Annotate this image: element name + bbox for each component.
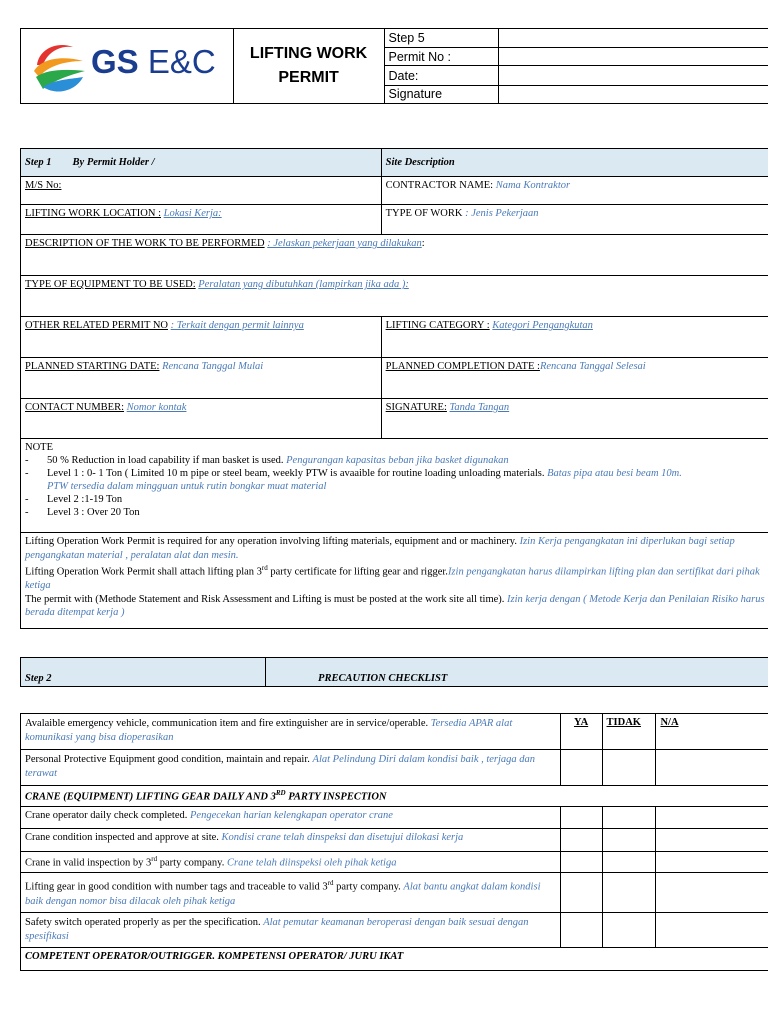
ppe-tidak-checkbox[interactable]: [602, 750, 656, 786]
step2-header: [20, 657, 768, 687]
operator-check-na-checkbox[interactable]: [656, 807, 768, 829]
crane-inspection-tidak-checkbox[interactable]: [602, 852, 656, 873]
gs-logo-icon: [29, 37, 89, 97]
checklist-row-crane-condition: Crane condition inspected and approve at site. Kondisi crane telah dinspeksi dan disetujui dilokasi kerja: [21, 829, 561, 852]
header-step: Step 5: [384, 29, 499, 48]
col-tidak-header: TIDAK: [602, 714, 656, 750]
other-permit-field[interactable]: OTHER RELATED PERMIT NO : Terkait dengan permit lainnya: [21, 317, 382, 358]
crane-inspection-ya-checkbox[interactable]: [560, 852, 602, 873]
equipment-type-field[interactable]: TYPE OF EQUIPMENT TO BE USED: Peralatan yang dibutuhkan (lampirkan jika ada ):: [21, 276, 768, 317]
contractor-name-field[interactable]: CONTRACTOR NAME: Nama Kontraktor: [381, 177, 768, 205]
operator-check-tidak-checkbox[interactable]: [602, 807, 656, 829]
precaution-checklist: [20, 713, 768, 971]
ppe-na-checkbox[interactable]: [656, 750, 768, 786]
logo-wordmark: GS E&C: [91, 43, 216, 80]
planned-completion-date-field[interactable]: PLANNED COMPLETION DATE :Rencana Tanggal Selesai: [381, 358, 768, 399]
col-na-header: N/A: [656, 714, 768, 750]
lifting-category-field[interactable]: LIFTING CATEGORY : Kategori Pengangkutan: [381, 317, 768, 358]
safety-switch-na-checkbox[interactable]: [656, 912, 768, 947]
checklist-row-safety-switch: Safety switch operated properly as per the specification. Alat pemutar keamanan beroperasi dengan baik sesuai dengan spesifikasi: [21, 912, 561, 947]
date-field[interactable]: [499, 66, 768, 85]
checklist-row-lifting-gear: Lifting gear in good condition with number tags and traceable to valid 3rd party company. Alat bantu angkat dalam kondisi baik dengan nomor bisa dilacak oleh pihak ketiga: [21, 873, 561, 913]
planned-start-date-field[interactable]: PLANNED STARTING DATE: Rencana Tanggal Mulai: [21, 358, 382, 399]
lifting-gear-na-checkbox[interactable]: [656, 873, 768, 913]
crane-inspection-na-checkbox[interactable]: [656, 852, 768, 873]
checklist-row-emergency: Avalaible emergency vehicle, communication item and fire extinguisher are in service/operable. Tersedia APAR alat komunikasi yang bisa dioperasikan: [21, 714, 561, 750]
crane-condition-na-checkbox[interactable]: [656, 829, 768, 852]
ppe-ya-checkbox[interactable]: [560, 750, 602, 786]
header-date: Date:: [384, 66, 499, 85]
step1-header: Step 1 By Permit Holder /: [21, 149, 382, 177]
section-crane-inspection: CRANE (EQUIPMENT) LIFTING GEAR DAILY AND 3RD PARTY INSPECTION: [21, 786, 768, 807]
header-signature: Signature: [384, 85, 499, 103]
header-permit-no: Permit No :: [384, 48, 499, 66]
signature-field[interactable]: [499, 85, 768, 103]
note-box: NOTE - 50 % Reduction in load capability if man basket is used. Pengurangan kapasitas beban jika basket digunakan - Level 1 : 0- 1 Ton ( Limited 10 m pipe or steel beam, weekly PTW is avaaible for routine loading unloading materials. Batas pipa atau besi beam 10m. PTW tersedia dalam mingguan untuk rutin bongkar muat material - Level 2 :1-19 Ton - Level 3 : Over 20 Ton: [21, 439, 768, 533]
lifting-gear-tidak-checkbox[interactable]: [602, 873, 656, 913]
checklist-row-ppe: Personal Protective Equipment good condition, maintain and repair. Alat Pelindung Diri dalam kondisi baik , terjaga dan terawat: [21, 750, 561, 786]
crane-condition-tidak-checkbox[interactable]: [602, 829, 656, 852]
checklist-row-crane-inspection: Crane in valid inspection by 3rd party company. Crane telah diinspeksi oleh pihak ketiga: [21, 852, 561, 873]
checklist-title: PRECAUTION CHECKLIST: [266, 658, 768, 687]
operator-check-ya-checkbox[interactable]: [560, 807, 602, 829]
safety-switch-tidak-checkbox[interactable]: [602, 912, 656, 947]
work-description-field[interactable]: DESCRIPTION OF THE WORK TO BE PERFORMED : Jelaskan pekerjaan yang dilakukan:: [21, 235, 768, 276]
step2-label: Step 2: [21, 658, 266, 687]
signature-step1-field[interactable]: SIGNATURE: Tanda Tangan: [381, 399, 768, 439]
safety-switch-ya-checkbox[interactable]: [560, 912, 602, 947]
permit-requirements-text: Lifting Operation Work Permit is required for any operation involving lifting materials, equipment and or machinery. Izin Kerja pengangkatan ini diperlukan bagi setiap pengangkatan material , peralatan alat dan mesin. Lifting Operation Work Permit shall attach lifting plan 3rd party certificate for lifting gear and rigger.Izin pengangkatan harus dilampirkan lifting plan dan sertifikat dari pihak ketiga The permit with (Methode Statement and Risk Assessment and Lifting is must be posted at the work site all time). Izin kerja dengan ( Metode Kerja dan Penilaian Risiko harus berada ditempat kerja ): [21, 533, 768, 629]
permit-title: LIFTING WORK PERMIT: [233, 29, 384, 104]
permit-header: [20, 28, 768, 104]
logo-cell: [21, 29, 234, 104]
step1-table: [20, 148, 768, 629]
header-step-value[interactable]: [499, 29, 768, 48]
ms-no-field[interactable]: M/S No:: [21, 177, 382, 205]
checklist-row-operator-check: Crane operator daily check completed. Pengecekan harian kelengkapan operator crane: [21, 807, 561, 829]
contact-number-field[interactable]: CONTACT NUMBER: Nomor kontak: [21, 399, 382, 439]
crane-condition-ya-checkbox[interactable]: [560, 829, 602, 852]
site-description-header: Site Description: [381, 149, 768, 177]
lifting-location-field[interactable]: LIFTING WORK LOCATION : Lokasi Kerja:: [21, 205, 382, 235]
lifting-gear-ya-checkbox[interactable]: [560, 873, 602, 913]
section-competent-operator: COMPETENT OPERATOR/OUTRIGGER. KOMPETENSI OPERATOR/ JURU IKAT: [21, 947, 768, 970]
type-of-work-field[interactable]: TYPE OF WORK : Jenis Pekerjaan: [381, 205, 768, 235]
permit-no-field[interactable]: [499, 48, 768, 66]
col-ya-header: YA: [560, 714, 602, 750]
